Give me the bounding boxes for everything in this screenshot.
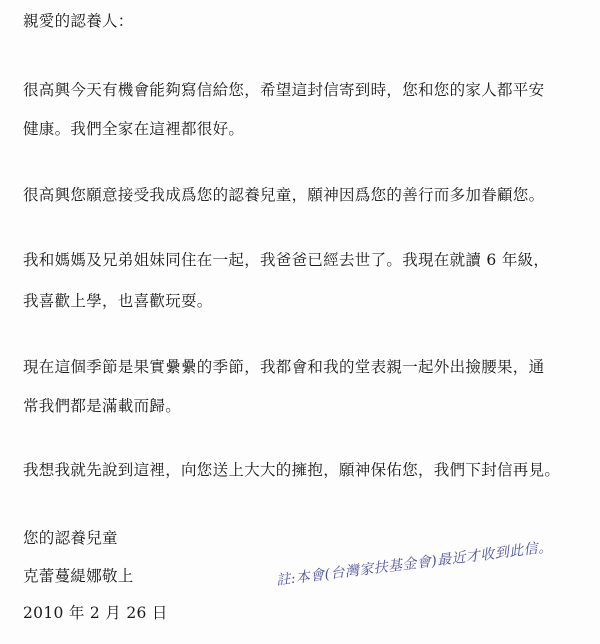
paragraph-4-line-2: 常我們都是滿載而歸。 bbox=[23, 397, 182, 415]
paragraph-2-line-1: 很高興您願意接受我成爲您的認養兒童，願神因爲您的善行而多加眷顧您。 bbox=[23, 186, 545, 204]
date-line: 2010 年 2 月 26 日 bbox=[23, 604, 168, 622]
foundation-stamp-note: 註:本會(台灣家扶基金會)最近才收到此信。 bbox=[275, 539, 554, 589]
paragraph-4-line-1: 現在這個季節是果實纍纍的季節，我都會和我的堂表親一起外出撿腰果，通 bbox=[23, 358, 545, 376]
paragraph-1-line-1: 很高興今天有機會能夠寫信給您，希望這封信寄到時，您和您的家人都平安 bbox=[23, 81, 545, 99]
paragraph-5-line-1: 我想我就先說到這裡，向您送上大大的擁抱，願神保佑您，我們下封信再見。 bbox=[23, 461, 561, 479]
paragraph-1-line-2: 健康。我們全家在這裡都很好。 bbox=[23, 120, 245, 138]
salutation: 親愛的認養人： bbox=[23, 12, 134, 30]
signature-line: 克蕾蔓緹娜敬上 bbox=[23, 567, 134, 585]
closing-line: 您的認養兒童 bbox=[23, 529, 118, 547]
paragraph-3-line-2: 我喜歡上學，也喜歡玩耍。 bbox=[23, 292, 213, 310]
paragraph-3-line-1: 我和媽媽及兄弟姐妹同住在一起，我爸爸已經去世了。我現在就讀 6 年級， bbox=[23, 251, 550, 269]
